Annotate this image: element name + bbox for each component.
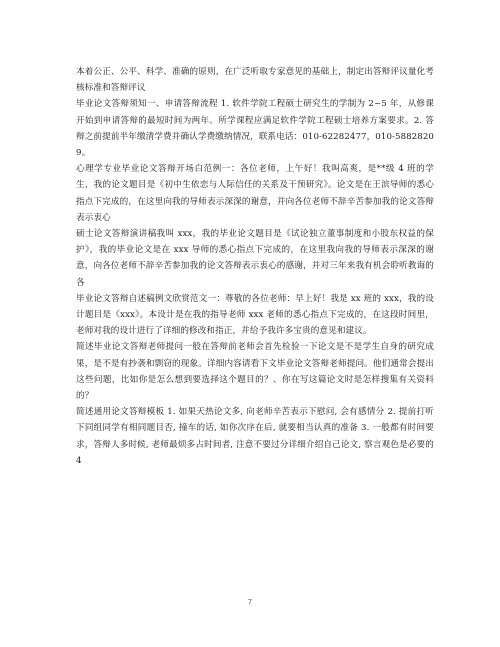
paragraph-self-statement: 毕业论文答辩自述稿例文欣赏范文一：尊敬的各位老师：早上好！我是 xx 班的 xxx，我的设计题目是《xxx》。本设计是在我的指导老师 xxx 老师的悉心指点下完成的，在这段时间里，老师对我的设计进行了详细的修改和指正，并给予我许多宝贵的意见和建议。 bbox=[76, 293, 434, 337]
document-page bbox=[76, 64, 434, 469]
page-number: 7 bbox=[247, 598, 253, 606]
paragraph-evaluation-standard: 本着公正、公平、科学、准确的原则，在广泛听取专家意见的基础上，制定出答辩评议量化考核标准和答辩评议 bbox=[76, 67, 434, 94]
paragraph-defense-notice: 毕业论文答辩须知一、申请答辩流程 1. 软件学院工程硕士研究生的学制为 2~5 年，从修课开始到申请答辩的最短时间为两年。所学课程应满足软件学院工程硕士培养方案要求。2. 答辩之前提前半年缴清学费并确认学费缴纳情况，联系电话：010-62282477，010-58828209。 bbox=[76, 99, 434, 159]
paragraph-psychology-opening: 心理学专业毕业论文答辩开场白范例一：各位老师，上午好！我叫高爽，是**级 4 班的学生，我的论文题目是《初中生依恋与人际信任的关系及干预研究》。论文是在王滨导师的悉心指点下完成的，在这里向我的导师表示深深的谢意，并向各位老师不辞辛苦参加我的论文答辩表示衷心 bbox=[76, 164, 434, 223]
paragraph-teacher-questions: 简述毕业论文答辩老师提问一般在答辩前老师会首先检验一下论文是不是学生自身的研究成果，是不是有抄袭和剽窃的现象。详细内容请看下文毕业论文答辩老师提问。他们通常会提出这些问题，比如你是怎么想到要选择这个题目的？、你在写这篇论文时是怎样搜集有关资料的？ bbox=[76, 342, 434, 402]
paragraph-defense-template: 简述通用论文答辩模板 1. 如果天热论文多, 向老师辛苦表示下慰问, 会有感情分 2. 提前打听下同组同学有相同题目否, 撞车的话, 如你次序在后, 就要相当认真的准备 3. 一般都有时间要求，答辩人多时候, 老师最烦多占时间者, 注意不要过分详细介绍自己论文, 察言观色是必要的 4 bbox=[76, 407, 434, 466]
paragraph-master-speech: 硕士论文答辩演讲稿我叫 xxx，我的毕业论文题目是《试论独立董事制度和小股东权益的保护》，我的毕业论文是在 xxx 导师的悉心指点下完成的，在这里我向我的导师表示深深的谢意，向各位老师不辞辛苦参加我的论文答辩表示衷心的感谢，并对三年来我有机会聆听教诲的各 bbox=[76, 229, 434, 288]
